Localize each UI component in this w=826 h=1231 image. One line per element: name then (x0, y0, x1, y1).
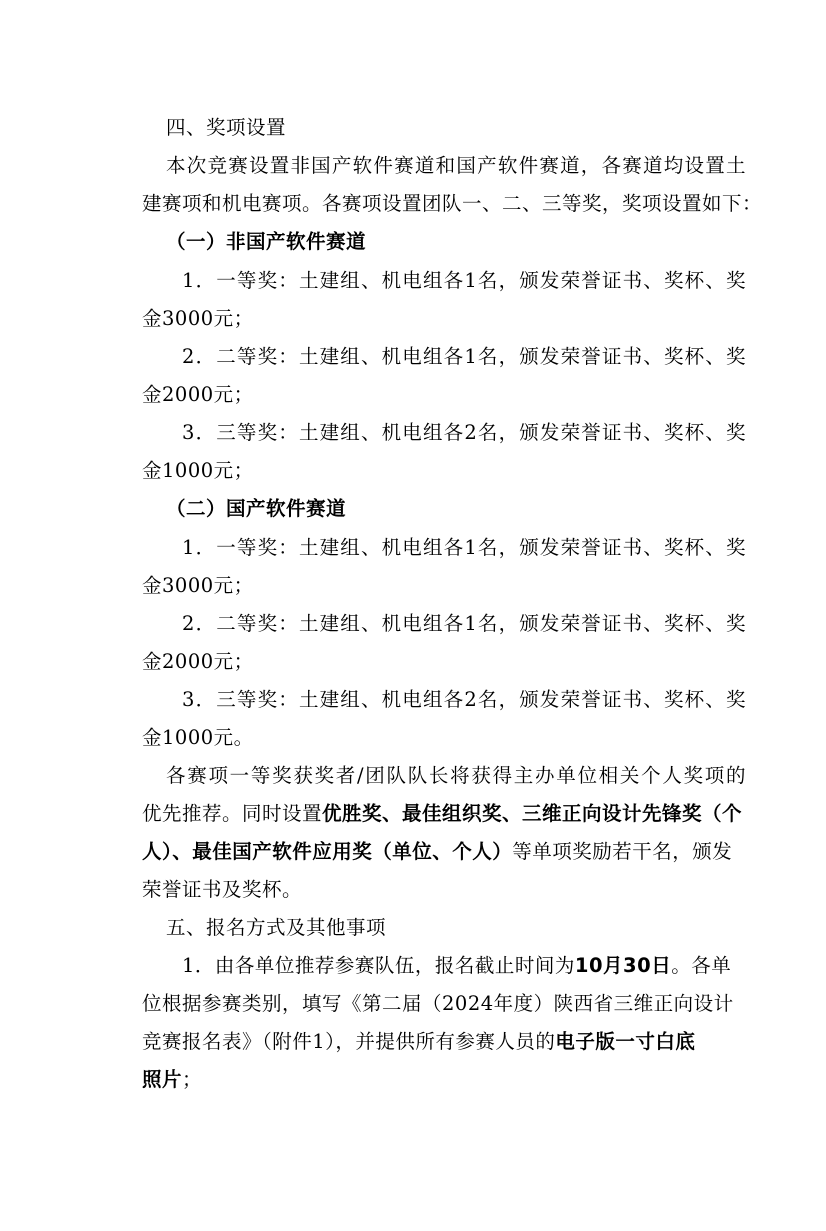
extra-line-4: 荣誉证书及奖杯。 (142, 878, 303, 901)
s5-line-1-tail: 。各单 (671, 954, 732, 977)
s5-item-1-line-2: 位根据参赛类别，填写《第二届（2024年度）陕西省三维正向设计 (142, 992, 734, 1015)
track-1-item-3-line-2: 金1000元； (142, 459, 254, 482)
s5-item-1-line-4 (142, 1067, 202, 1093)
extra-line-3-normal: 等单项奖励若干名，颁发 (512, 840, 733, 863)
s5-line-3-normal: 竞赛报名表》（附件1），并提供所有参赛人员的 (142, 1030, 556, 1053)
s5-line-1-normal: 1．由各单位推荐参赛队伍，报名截止时间为 (182, 954, 575, 977)
photo-requirement: 电子版一寸白底 (555, 1030, 696, 1053)
track-2-item-3-line-2: 金1000元。 (142, 726, 254, 749)
extra-line-3 (142, 839, 732, 865)
track-2-item-2-line-2: 金2000元； (142, 650, 254, 673)
section-5-title: 五、报名方式及其他事项 (166, 916, 387, 939)
track-2-item-3-line-1: 3．三等奖：土建组、机电组各2名，颁发荣誉证书、奖杯、奖 (182, 688, 746, 711)
s5-item-1-line-3 (142, 1029, 695, 1055)
intro-line-2: 建赛项和机电赛项。各赛项设置团队一、二、三等奖，奖项设置如下： (142, 192, 763, 215)
deadline-date: 10月30日 (574, 954, 672, 977)
track-2-item-1-line-1: 1．一等奖：土建组、机电组各1名，颁发荣誉证书、奖杯、奖 (182, 536, 746, 559)
extra-line-2-normal: 优先推荐。同时设置 (142, 802, 323, 825)
extra-line-3-bold: 人）、最佳国产软件应用奖（单位、个人） (142, 840, 513, 863)
track-1-item-2-line-1: 2．二等奖：土建组、机电组各1名，颁发荣誉证书、奖杯、奖 (182, 345, 746, 368)
track-1-item-1-line-1: 1．一等奖：土建组、机电组各1名，颁发荣誉证书、奖杯、奖 (182, 269, 746, 292)
extra-line-2 (142, 801, 742, 827)
track-1-title: （一）非国产软件赛道 (166, 230, 367, 253)
track-2-item-2-line-1: 2．二等奖：土建组、机电组各1名，颁发荣誉证书、奖杯、奖 (182, 612, 746, 635)
track-1-item-1-line-2: 金3000元； (142, 307, 254, 330)
s5-item-1-line-1 (182, 953, 731, 979)
s5-line-4-tail: ； (182, 1068, 203, 1091)
section-4-title: 四、奖项设置 (166, 116, 287, 139)
track-1-item-2-line-2: 金2000元； (142, 383, 254, 406)
photo-word: 照片 (142, 1068, 183, 1091)
intro-line-1: 本次竞赛设置非国产软件赛道和国产软件赛道，各赛道均设置土 (166, 154, 746, 177)
track-2-item-1-line-2: 金3000元； (142, 574, 254, 597)
track-1-item-3-line-1: 3．三等奖：土建组、机电组各2名，颁发荣誉证书、奖杯、奖 (182, 421, 746, 444)
track-2-title: （二）国产软件赛道 (166, 497, 347, 520)
extra-line-2-bold: 优胜奖、最佳组织奖、三维正向设计先锋奖（个 (322, 802, 743, 825)
extra-line-1: 各赛项一等奖获奖者/团队队长将获得主办单位相关个人奖项的 (166, 764, 746, 787)
